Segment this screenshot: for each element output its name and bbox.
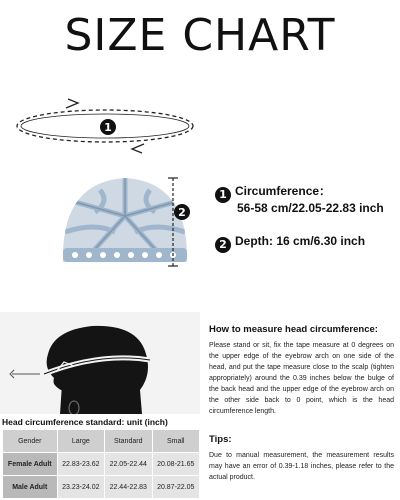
- row-gender: Female Adult: [3, 453, 58, 476]
- measurement-section: [0, 312, 400, 500]
- header-small: Small: [152, 430, 200, 453]
- spec-two-badge: 2: [215, 237, 231, 253]
- table-row: [3, 453, 200, 476]
- page-title: SIZE CHART: [64, 10, 336, 61]
- spec-one-badge: 1: [215, 187, 231, 203]
- depth-spec: [215, 234, 365, 253]
- table-row: [3, 476, 200, 499]
- tips-body: Due to manual measurement, the measurement results may have an error of 0.39-1.18 inches, please refer to the actual product.: [209, 452, 394, 481]
- tips-block: [209, 434, 394, 483]
- marker-one-badge: 1: [100, 119, 116, 135]
- head-profile-icon: [0, 312, 200, 414]
- row-small: 20.08-21.65: [152, 453, 200, 476]
- header-gender: Gender: [3, 430, 58, 453]
- circumference-diagram: [10, 96, 200, 156]
- depth-marker: [163, 176, 193, 268]
- marker-two-badge: 2: [174, 204, 190, 220]
- circumference-spec: [215, 182, 331, 203]
- howto-title: How to measure head circumference:: [209, 324, 378, 335]
- row-small: 20.87-22.05: [152, 476, 200, 499]
- row-gender: Male Adult: [3, 476, 58, 499]
- row-standard: 22.05-22.44: [105, 453, 152, 476]
- depth-line-icon: [163, 176, 193, 268]
- table-header-row: [3, 430, 200, 453]
- howto-body: Please stand or sit, fix the tape measure at 0 degrees on the upper edge of the eyebrow arch on one side of the head, and put the tape measure close to the scalp (tighten appropriately) around the 0.39 inches below the bulge of the back head and the upper edge of the eyebrow arch on the other side back to 0 point, which is the head circumference length.: [209, 342, 394, 415]
- head-measure-illustration: [0, 312, 200, 414]
- tips-title: Tips:: [209, 434, 232, 445]
- circumference-label: Circumference：: [235, 184, 332, 198]
- circumference-value: 56-58 cm/22.05-22.83 inch: [237, 201, 384, 215]
- header-standard: Standard: [105, 430, 152, 453]
- depth-label: Depth: 16 cm/6.30 inch: [235, 234, 366, 248]
- row-large: 22.83-23.62: [57, 453, 104, 476]
- row-standard: 22.44-22.83: [105, 476, 152, 499]
- standard-title: Head circumference standard: unit (inch): [2, 417, 168, 427]
- howto-block: [209, 324, 394, 417]
- row-large: 23.23-24.02: [57, 476, 104, 499]
- header-large: Large: [57, 430, 104, 453]
- size-standard-table: [2, 429, 200, 499]
